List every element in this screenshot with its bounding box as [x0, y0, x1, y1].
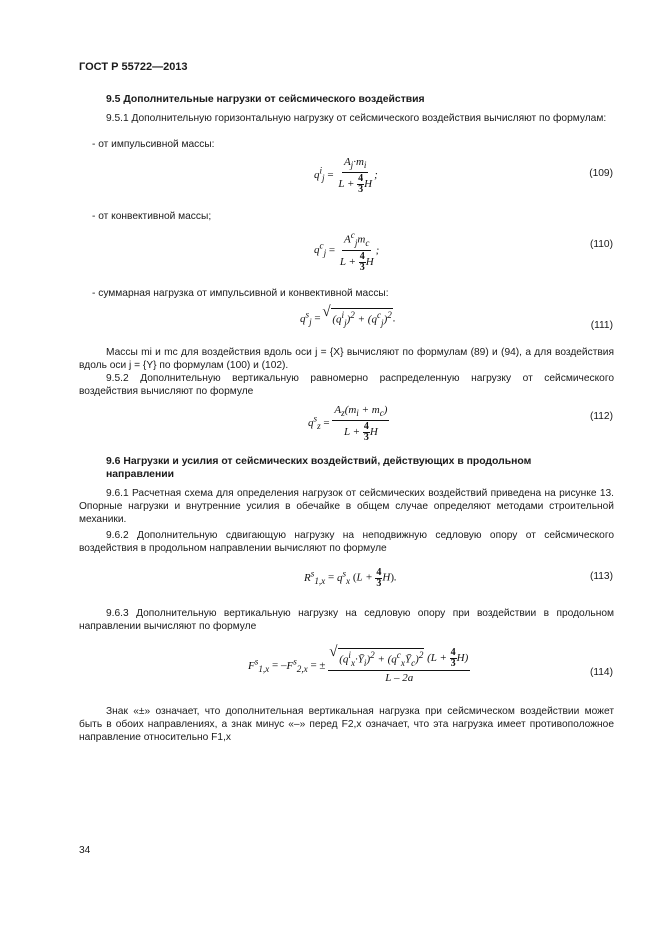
- equation-number-109: (109): [589, 168, 613, 179]
- paragraph-9-5-1: 9.5.1 Дополнительную горизонтальную нагрузку от сейсмического воздействия вычисляют по формулам:: [106, 113, 607, 124]
- paragraph-9-6-2: 9.6.2 Дополнительную сдвигающую нагрузку на неподвижную седловую опору от сейсмического воздействия в продольном направлении вычисляют по формуле: [79, 530, 614, 554]
- formula-111: $q^s_j$ = √ $(q^i_j)^2 + (q^c_j)^2$.: [300, 308, 396, 330]
- equation-number-110: (110): [589, 239, 613, 250]
- formula-109: $q^i_j$ = $A_j\cdot m_i$ L + $\frac{4}{3}$ H ;: [314, 156, 378, 196]
- page-number: 34: [79, 845, 91, 856]
- equation-number-113: (113): [589, 571, 613, 582]
- formula-110: $q^c_j$ = $A^c_jm_c$ L + $\frac{4}{3}$ H ;: [314, 230, 380, 273]
- equation-number-114: (114): [589, 667, 613, 678]
- formula-114: $F^s_{1,x} = -F^s_{2,x}$ = ± √ $(q^i_x\cdot Ȳ_i)^2$ + $(q^c_xȲ_c)^2$ (L + $\frac{4}{3}$ H) L – 2a: [248, 648, 470, 684]
- bullet-impulsive-mass: - от импульсивной массы:: [92, 139, 215, 150]
- document-header: ГОСТ Р 55722—2013: [79, 61, 188, 73]
- paragraph-9-6-3: 9.6.3 Дополнительную вертикальную нагрузку на седловую опору при воздействии в продольном направлении вычисляют по формуле: [79, 608, 614, 632]
- equation-number-111: (111): [590, 320, 613, 331]
- paragraph-9-6-1: 9.6.1 Расчетная схема для определения нагрузок от сейсмических воздействий приведена на рисунке 13. Опорные нагрузки и внутренние усилия в обечайке в общем случае определяют методами строительной механики.: [79, 488, 614, 525]
- section-9-6-title: 9.6 Нагрузки и усилия от сейсмических воздействий, действующих в продольном направлении: [106, 456, 532, 480]
- formula-113: $R^s_{1,x} = q^s_x$ (L + $\frac{4}{3}$ H).: [304, 566, 397, 589]
- formula-112: $q^s_z$ = $A_z(m_i + m_c)$ L + $\frac{4}{3}$ H: [308, 404, 388, 444]
- equation-number-112: (112): [589, 411, 613, 422]
- paragraph-masses: Массы mi и mc для воздействия вдоль оси j = {X} вычисляют по формулам (89) и (94), а для воздействия вдоль оси j = {Y} по формулам (100) и (102).: [79, 347, 614, 371]
- bullet-total-load: - суммарная нагрузка от импульсивной и конвективной массы:: [92, 288, 389, 299]
- bullet-convective-mass: - от конвективной массы;: [92, 211, 212, 222]
- section-9-5-title: 9.5 Дополнительные нагрузки от сейсмического воздействия: [106, 94, 425, 105]
- paragraph-sign-note: Знак «±» означает, что дополнительная вертикальная нагрузка при сейсмическом воздействии может быть в обоих направлениях, а знак минус «–» перед F2,x означает, что эта нагрузка имеет противоположное направление относительно F1,x: [79, 706, 614, 743]
- paragraph-9-5-2: 9.5.2 Дополнительную вертикальную равномерно распределенную нагрузку от сейсмического воздействия вычисляют по формуле: [79, 373, 614, 397]
